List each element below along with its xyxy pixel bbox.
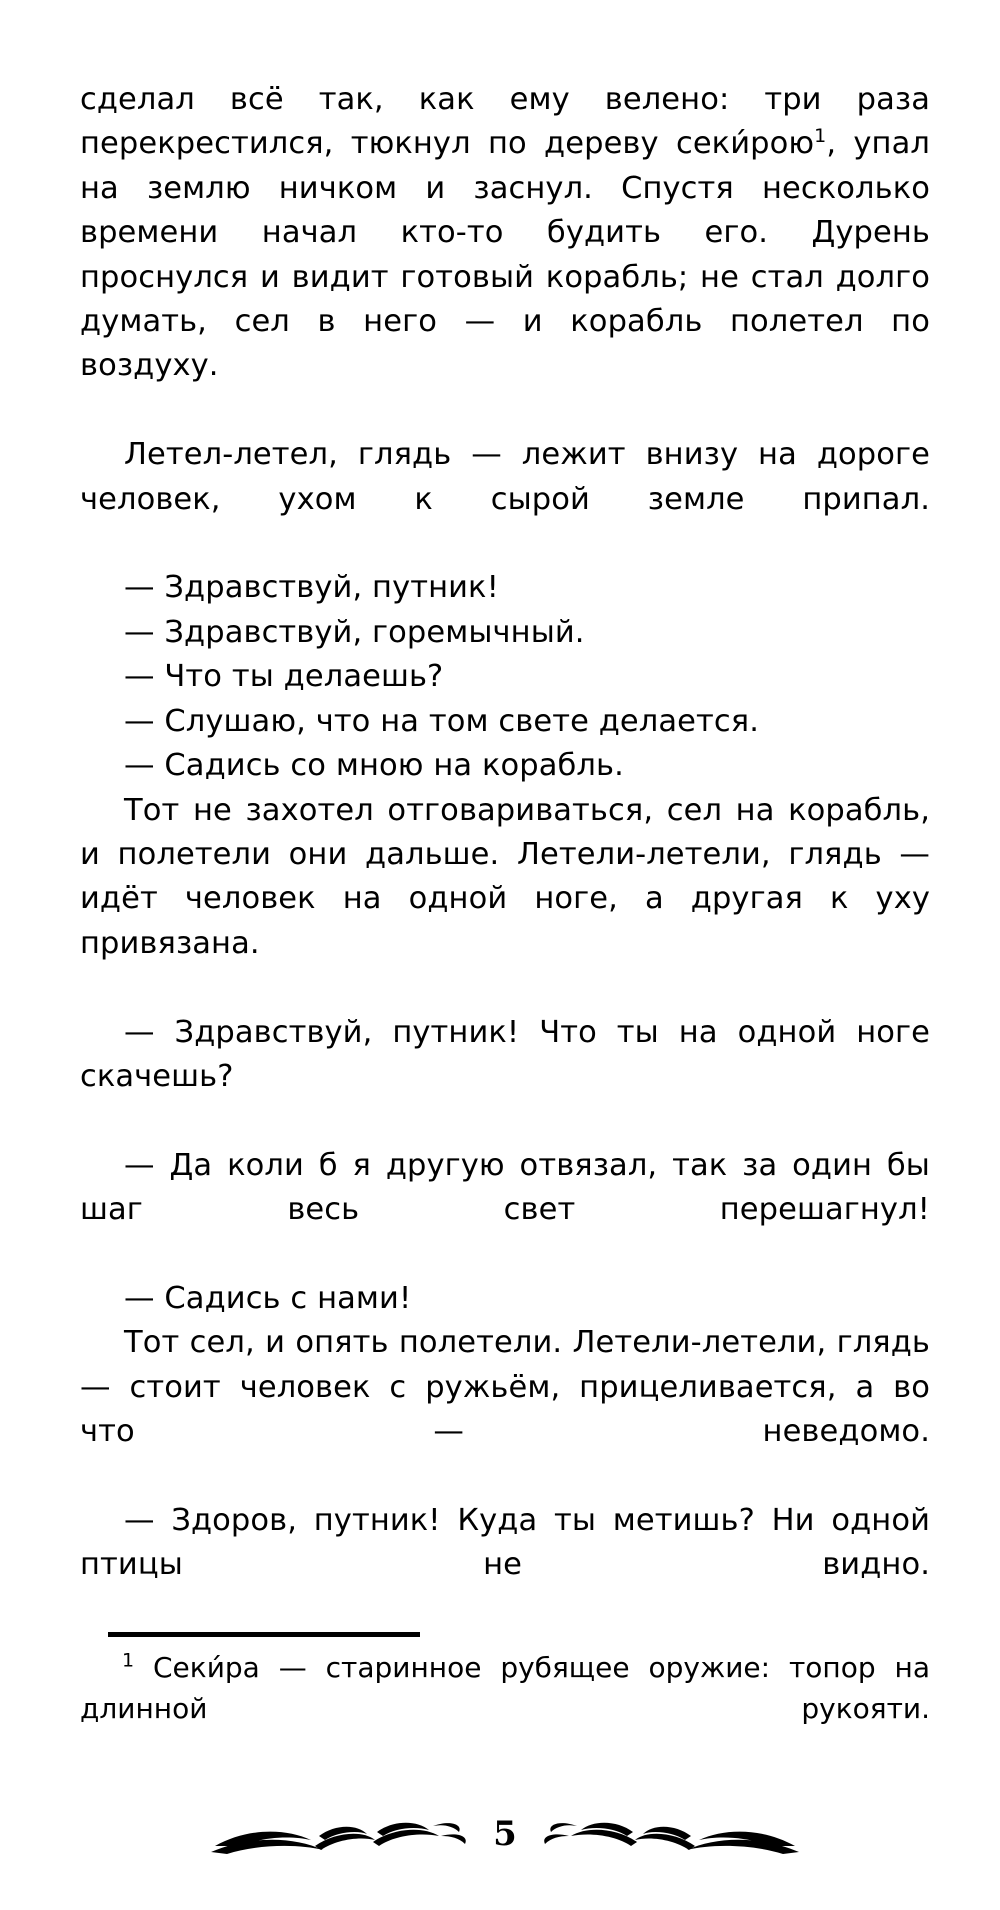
paragraph-11: — Садись с нами! [124,1280,412,1316]
footnote-marker: 1 [122,1649,135,1672]
paragraph-12: Тот сел, и опять полетели. Летели-летели, глядь — стоит человек с ружьём, прицеливается, а во что — неведомо. [80,1325,930,1450]
paragraph-5: — Что ты делаешь? [124,659,444,695]
page-footer [80,1788,930,1884]
paragraph-2: Летел-летел, глядь — лежит внизу на дороге человек, ухом к сырой земле припал. [80,437,930,517]
paragraph-1 [80,78,930,433]
paragraph-1-text-a: сделал всё так, как ему велено: три раза перекрестился, тюкнул по дереву секи́рою [80,82,930,162]
paragraph-6: — Слушаю, что на том свете делается. [124,703,760,739]
paragraph-1-text-b: , упал на землю ничком и заснул. Спустя несколько времени начал кто-то будить его. Дурень проснулся и видит готовый корабль; не стал долго думать, сел в него — и корабль полетел по воздуху. [80,126,930,384]
page-number: 5 [493,1814,517,1855]
paragraph-13: — Здоров, путник! Куда ты метишь? Ни одной птицы не видно. [80,1503,930,1583]
wave-flourish-ornament-right [533,1806,803,1866]
wave-flourish-ornament-left [207,1806,477,1866]
page-body [80,78,930,1632]
footnote-separator-rule [108,1632,420,1637]
footnote-reference-1: 1 [814,125,827,148]
paragraph-4: — Здравствуй, горемычный. [124,614,585,650]
footnote-text: Секи́ра — старинное рубящее оружие: топор на длинной рукояти. [80,1651,930,1726]
paragraph-10: — Да коли б я другую отвязал, так за один бы шаг весь свет перешагнул! [80,1147,930,1228]
paragraph-8: Тот не захотел отговариваться, сел на корабль, и полетели они дальше. Летели-летели, глядь — идёт человек на одной ноге, а другая к уху привязана. [80,792,930,961]
footnote-block [80,1647,930,1770]
footnote-1 [80,1647,930,1770]
paragraph-3: — Здравствуй, путник! [124,570,499,606]
footnote-zone [80,1632,930,1910]
paragraph-9: — Здравствуй, путник! Что ты на одной ноге скачешь? [80,1014,930,1094]
paragraph-7: — Садись со мною на корабль. [124,748,624,784]
